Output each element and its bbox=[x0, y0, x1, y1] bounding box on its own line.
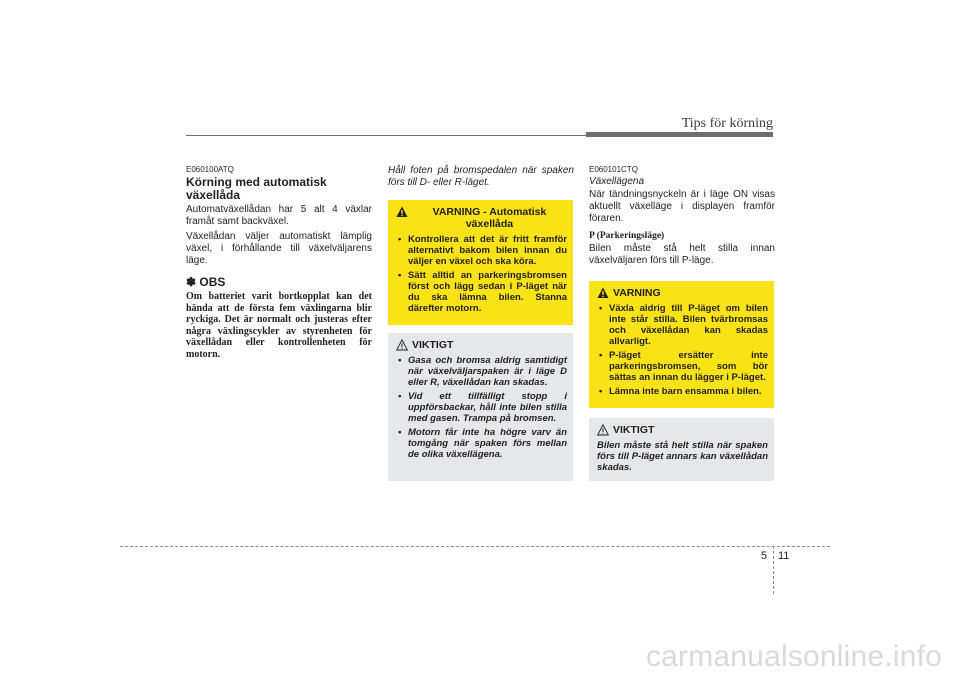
caution-triangle-icon bbox=[396, 339, 408, 351]
warning-triangle-icon bbox=[597, 287, 609, 299]
notice-text: Bilen måste stå helt stilla när spaken förs till P-läget annars kan växellådan skadas. bbox=[597, 440, 768, 473]
header-rule bbox=[186, 135, 586, 136]
warning-list bbox=[396, 234, 567, 314]
notice-title: VIKTIGT bbox=[613, 424, 655, 436]
footer-divider bbox=[773, 546, 774, 594]
header-rule-accent bbox=[586, 132, 773, 137]
paragraph: När tändningsnyckeln är i läge ON visas aktuellt växelläge i displayen framför föraren. bbox=[589, 189, 775, 224]
warning-title: VARNING bbox=[613, 287, 661, 299]
warning-list bbox=[597, 303, 768, 397]
section-subheading: Växellägena bbox=[589, 176, 645, 187]
notice-box-park bbox=[589, 418, 774, 481]
list-item: • P-läget ersätter inte parkeringsbromsen, som bör sättas an innan du lägger i P-läget. bbox=[597, 350, 768, 383]
notice-list bbox=[396, 355, 567, 460]
paragraph: Bilen måste stå helt stilla innan växelväljaren förs till P-läge. bbox=[589, 243, 775, 266]
section-code: E060101CTQ bbox=[589, 165, 638, 174]
paragraph: Växellådan väljer automatiskt lämplig växel, i förhållande till växelväljarens läge. bbox=[186, 231, 372, 266]
list-item: • Vid ett tillfälligt stopp i uppförsbackar, håll inte bilen stilla med gasen. Trampa på bromsen. bbox=[396, 391, 567, 424]
section-heading: Körning med automatisk växellåda bbox=[186, 175, 327, 202]
watermark: carmanualsonline.info bbox=[645, 640, 942, 673]
list-item: • Växla aldrig till P-läget om bilen inte står stilla. Bilen tvärbromsas och växellådan kan skadas allvarligt. bbox=[597, 303, 768, 347]
column-left bbox=[186, 165, 372, 360]
list-item: • Motorn får inte ha högre varv än tomgång när spaken förs mellan de olika växellägena. bbox=[396, 427, 567, 460]
column-right bbox=[589, 165, 775, 270]
list-item: • Kontrollera att det är fritt framför alternativt bakom bilen innan du väljer en växel och ska köra. bbox=[396, 234, 567, 267]
notice-title: VIKTIGT bbox=[412, 339, 454, 351]
warning-triangle-icon bbox=[396, 206, 408, 218]
page-number: 11 bbox=[778, 550, 790, 562]
footer-rule bbox=[120, 546, 830, 547]
column-middle bbox=[388, 165, 574, 192]
warning-box-automatic bbox=[388, 200, 573, 325]
page-header-title: Tips för körning bbox=[681, 116, 773, 131]
list-item: • Sätt alltid an parkeringsbromsen först och lägg sedan i P-läget när du ska lämna bilen. Stanna därefter motorn. bbox=[396, 270, 567, 314]
p-mode-heading: P (Parkeringsläge) bbox=[589, 231, 665, 241]
intro-text: Håll foten på bromspedalen när spaken förs till D- eller R-läget. bbox=[388, 165, 574, 188]
caution-triangle-icon bbox=[597, 424, 609, 436]
list-item: • Lämna inte barn ensamma i bilen. bbox=[597, 386, 768, 397]
section-code: E060100ATQ bbox=[186, 165, 234, 174]
page-section-number: 5 bbox=[760, 550, 767, 562]
paragraph: Automatväxellådan har 5 alt 4 växlar framåt samt backväxel. bbox=[186, 204, 372, 227]
warning-title: VARNING - Automatisk växellåda bbox=[432, 206, 547, 230]
list-item: • Gasa och bromsa aldrig samtidigt när växelväljarspaken är i läge D eller R, växellådan kan skadas. bbox=[396, 355, 567, 388]
obs-text: Om batteriet varit bortkopplat kan det hända att de första fem växlingarna blir ryckiga. Det är normalt och justeras efter några växlingscykler av styrenheten för växellådan eller kontrollenheten för motorn. bbox=[186, 291, 372, 360]
warning-box-park bbox=[589, 281, 774, 408]
obs-title: ✽ OBS bbox=[186, 275, 226, 289]
notice-box-gear bbox=[388, 333, 573, 481]
